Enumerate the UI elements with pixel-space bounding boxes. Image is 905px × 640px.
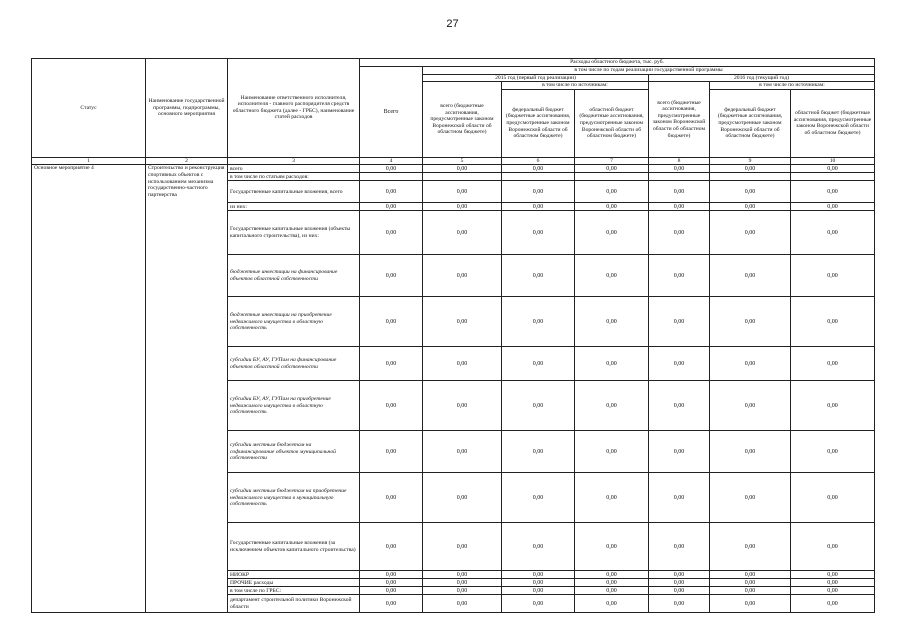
value-cell: 0,00 bbox=[575, 431, 649, 473]
status-cell: Основное мероприятие 4 bbox=[32, 165, 146, 613]
value-cell: 0,00 bbox=[649, 587, 710, 595]
value-cell: 0,00 bbox=[575, 255, 649, 297]
column-number: 10 bbox=[791, 157, 875, 165]
row-label: субсидии БУ, АУ, ГУПам на приобретение недвижимого имущества в областную собственность bbox=[228, 381, 360, 431]
value-cell: 0,00 bbox=[423, 255, 502, 297]
value-cell: 0,00 bbox=[360, 165, 423, 173]
value-cell: 0,00 bbox=[360, 381, 423, 431]
value-cell: 0,00 bbox=[710, 255, 791, 297]
header-total-2015: всего (бюджетные ассигнования, предусмотренные законом Воронежской области об областном бюджете) bbox=[423, 82, 502, 158]
value-cell: 0,00 bbox=[575, 211, 649, 255]
value-cell: 0,00 bbox=[423, 381, 502, 431]
header-status: Статус bbox=[32, 59, 146, 158]
row-label: всего bbox=[228, 165, 360, 173]
value-cell: 0,00 bbox=[423, 579, 502, 587]
budget-table bbox=[31, 58, 875, 613]
value-cell: 0,00 bbox=[502, 571, 575, 579]
value-cell: 0,00 bbox=[649, 181, 710, 203]
value-cell: 0,00 bbox=[791, 181, 875, 203]
value-cell: 0,00 bbox=[791, 595, 875, 613]
value-cell: 0,00 bbox=[360, 595, 423, 613]
value-cell: 0,00 bbox=[502, 255, 575, 297]
row-label: в том числе по ГРБС: bbox=[228, 587, 360, 595]
value-cell: 0,00 bbox=[710, 165, 791, 173]
value-cell: 0,00 bbox=[791, 297, 875, 347]
value-cell: 0,00 bbox=[502, 165, 575, 173]
value-cell: 0,00 bbox=[575, 595, 649, 613]
value-cell bbox=[360, 173, 423, 181]
value-cell: 0,00 bbox=[791, 473, 875, 523]
value-cell: 0,00 bbox=[791, 347, 875, 381]
header-executor: Наименование ответственного исполнителя, исполнителя - главного распорядителя средств областного бюджета (далее - ГРБС), наименование статей расходов bbox=[228, 59, 360, 158]
value-cell: 0,00 bbox=[423, 595, 502, 613]
value-cell: 0,00 bbox=[360, 347, 423, 381]
column-number: 1 bbox=[32, 157, 146, 165]
value-cell: 0,00 bbox=[791, 381, 875, 431]
header-regional-2015: областной бюджет (бюджетные ассигнования, предусмотренные законом Воронежской области об областном бюджете) bbox=[575, 89, 649, 157]
value-cell: 0,00 bbox=[502, 381, 575, 431]
value-cell: 0,00 bbox=[360, 181, 423, 203]
row-label: ПРОЧИЕ расходы bbox=[228, 579, 360, 587]
value-cell: 0,00 bbox=[360, 431, 423, 473]
value-cell: 0,00 bbox=[502, 181, 575, 203]
value-cell: 0,00 bbox=[575, 579, 649, 587]
value-cell: 0,00 bbox=[710, 381, 791, 431]
value-cell: 0,00 bbox=[423, 473, 502, 523]
value-cell: 0,00 bbox=[360, 571, 423, 579]
value-cell bbox=[710, 173, 791, 181]
value-cell: 0,00 bbox=[710, 595, 791, 613]
value-cell bbox=[649, 173, 710, 181]
column-number: 8 bbox=[649, 157, 710, 165]
value-cell: 0,00 bbox=[791, 203, 875, 211]
page-number: 27 bbox=[446, 18, 459, 30]
row-label: департамент строительной политики Воронежской области bbox=[228, 595, 360, 613]
value-cell: 0,00 bbox=[791, 523, 875, 571]
program-cell: Строительство и реконструкция спортивных объектов с использованием механизма государственно-частного партнерства bbox=[146, 165, 228, 613]
value-cell: 0,00 bbox=[649, 203, 710, 211]
value-cell: 0,00 bbox=[502, 587, 575, 595]
header-expenses: Расходы областного бюджета, тыс. руб. bbox=[360, 59, 875, 67]
column-number: 4 bbox=[360, 157, 423, 165]
value-cell: 0,00 bbox=[649, 595, 710, 613]
row-label: НИОКР bbox=[228, 571, 360, 579]
value-cell: 0,00 bbox=[423, 571, 502, 579]
row-label: субсидии местным бюджетам на приобретение недвижимого имущества в муниципальную собственность bbox=[228, 473, 360, 523]
value-cell: 0,00 bbox=[791, 211, 875, 255]
value-cell: 0,00 bbox=[710, 347, 791, 381]
value-cell: 0,00 bbox=[710, 181, 791, 203]
value-cell: 0,00 bbox=[360, 211, 423, 255]
value-cell: 0,00 bbox=[710, 587, 791, 595]
value-cell: 0,00 bbox=[423, 165, 502, 173]
value-cell: 0,00 bbox=[423, 431, 502, 473]
value-cell: 0,00 bbox=[575, 203, 649, 211]
header-total-2016: всего (бюджетные ассигнования, предусмотренные законом Воронежской области об областном бюджете) bbox=[649, 82, 710, 158]
header-regional-2016: областной бюджет (бюджетные ассигнования, предусмотренные законом Воронежской области об областном бюджете) bbox=[791, 89, 875, 157]
value-cell: 0,00 bbox=[502, 297, 575, 347]
value-cell: 0,00 bbox=[360, 523, 423, 571]
value-cell: 0,00 bbox=[423, 587, 502, 595]
row-label: в том числе по статьям расходов: bbox=[228, 173, 360, 181]
value-cell: 0,00 bbox=[575, 571, 649, 579]
column-number: 2 bbox=[146, 157, 228, 165]
value-cell: 0,00 bbox=[575, 587, 649, 595]
value-cell: 0,00 bbox=[791, 587, 875, 595]
row-label: бюджетные инвестиции на финансирование объектов областной собственности bbox=[228, 255, 360, 297]
value-cell bbox=[423, 173, 502, 181]
value-cell: 0,00 bbox=[423, 347, 502, 381]
value-cell: 0,00 bbox=[502, 211, 575, 255]
value-cell: 0,00 bbox=[502, 431, 575, 473]
value-cell: 0,00 bbox=[649, 381, 710, 431]
value-cell: 0,00 bbox=[575, 181, 649, 203]
value-cell: 0,00 bbox=[791, 431, 875, 473]
value-cell: 0,00 bbox=[423, 203, 502, 211]
header-year-2016: 2016 год (текущий год) bbox=[649, 74, 875, 82]
column-number-row bbox=[32, 157, 875, 165]
value-cell: 0,00 bbox=[575, 165, 649, 173]
value-cell: 0,00 bbox=[649, 165, 710, 173]
value-cell bbox=[575, 173, 649, 181]
row-label: Государственные капитальные вложения (за исключением объектов капитального строительства) bbox=[228, 523, 360, 571]
value-cell: 0,00 bbox=[360, 255, 423, 297]
value-cell: 0,00 bbox=[649, 431, 710, 473]
value-cell: 0,00 bbox=[710, 211, 791, 255]
value-cell: 0,00 bbox=[423, 297, 502, 347]
value-cell: 0,00 bbox=[502, 203, 575, 211]
value-cell: 0,00 bbox=[710, 297, 791, 347]
value-cell: 0,00 bbox=[575, 381, 649, 431]
value-cell: 0,00 bbox=[791, 571, 875, 579]
value-cell: 0,00 bbox=[710, 523, 791, 571]
value-cell: 0,00 bbox=[575, 473, 649, 523]
table-row bbox=[32, 165, 875, 173]
value-cell: 0,00 bbox=[360, 579, 423, 587]
header-by-years: в том числе по годам реализации государственной программы bbox=[423, 67, 875, 75]
row-label: из них: bbox=[228, 203, 360, 211]
value-cell: 0,00 bbox=[360, 473, 423, 523]
row-label: Государственные капитальные вложения (объекты капитального строительства), из них: bbox=[228, 211, 360, 255]
column-number: 3 bbox=[228, 157, 360, 165]
row-label: бюджетные инвестиции на приобретение недвижимого имущества в областную собственность bbox=[228, 297, 360, 347]
value-cell: 0,00 bbox=[360, 297, 423, 347]
header-by-sources-2016: в том числе по источникам: bbox=[710, 82, 875, 90]
header-federal-2016: федеральный бюджет (бюджетные ассигнования, предусмотренные законом Воронежской области об областном бюджете) bbox=[710, 89, 791, 157]
header-federal-2015: федеральный бюджет (бюджетные ассигнования, предусмотренные законом Воронежской области об областном бюджете) bbox=[502, 89, 575, 157]
value-cell: 0,00 bbox=[649, 255, 710, 297]
value-cell: 0,00 bbox=[649, 523, 710, 571]
value-cell: 0,00 bbox=[649, 571, 710, 579]
column-number: 7 bbox=[575, 157, 649, 165]
value-cell: 0,00 bbox=[649, 211, 710, 255]
column-number: 5 bbox=[423, 157, 502, 165]
row-label: субсидии местным бюджетам на софинансирование объектов муниципальной собственности bbox=[228, 431, 360, 473]
value-cell: 0,00 bbox=[360, 203, 423, 211]
value-cell bbox=[791, 173, 875, 181]
value-cell: 0,00 bbox=[575, 523, 649, 571]
value-cell: 0,00 bbox=[710, 431, 791, 473]
value-cell: 0,00 bbox=[710, 579, 791, 587]
column-number: 6 bbox=[502, 157, 575, 165]
value-cell: 0,00 bbox=[791, 579, 875, 587]
value-cell: 0,00 bbox=[710, 203, 791, 211]
value-cell bbox=[502, 173, 575, 181]
value-cell: 0,00 bbox=[710, 571, 791, 579]
value-cell: 0,00 bbox=[649, 347, 710, 381]
row-label: субсидии БУ, АУ, ГУПам на финансирование объектов областной собственности bbox=[228, 347, 360, 381]
value-cell: 0,00 bbox=[423, 523, 502, 571]
value-cell: 0,00 bbox=[649, 473, 710, 523]
header-by-sources-2015: в том числе по источникам: bbox=[502, 82, 649, 90]
header-total: Всего bbox=[360, 67, 423, 158]
value-cell: 0,00 bbox=[710, 473, 791, 523]
header-year-2015: 2015 год (первый год реализации) bbox=[423, 74, 649, 82]
value-cell: 0,00 bbox=[791, 165, 875, 173]
value-cell: 0,00 bbox=[423, 181, 502, 203]
value-cell: 0,00 bbox=[502, 473, 575, 523]
value-cell: 0,00 bbox=[502, 347, 575, 381]
header-program: Наименование государственной программы, подпрограммы, основного мероприятия bbox=[146, 59, 228, 158]
value-cell: 0,00 bbox=[575, 297, 649, 347]
value-cell: 0,00 bbox=[423, 211, 502, 255]
value-cell: 0,00 bbox=[502, 595, 575, 613]
value-cell: 0,00 bbox=[502, 523, 575, 571]
value-cell: 0,00 bbox=[649, 579, 710, 587]
value-cell: 0,00 bbox=[360, 587, 423, 595]
column-number: 9 bbox=[710, 157, 791, 165]
value-cell: 0,00 bbox=[791, 255, 875, 297]
value-cell: 0,00 bbox=[575, 347, 649, 381]
row-label: Государственные капитальные вложения, всего bbox=[228, 181, 360, 203]
value-cell: 0,00 bbox=[649, 297, 710, 347]
value-cell: 0,00 bbox=[502, 579, 575, 587]
